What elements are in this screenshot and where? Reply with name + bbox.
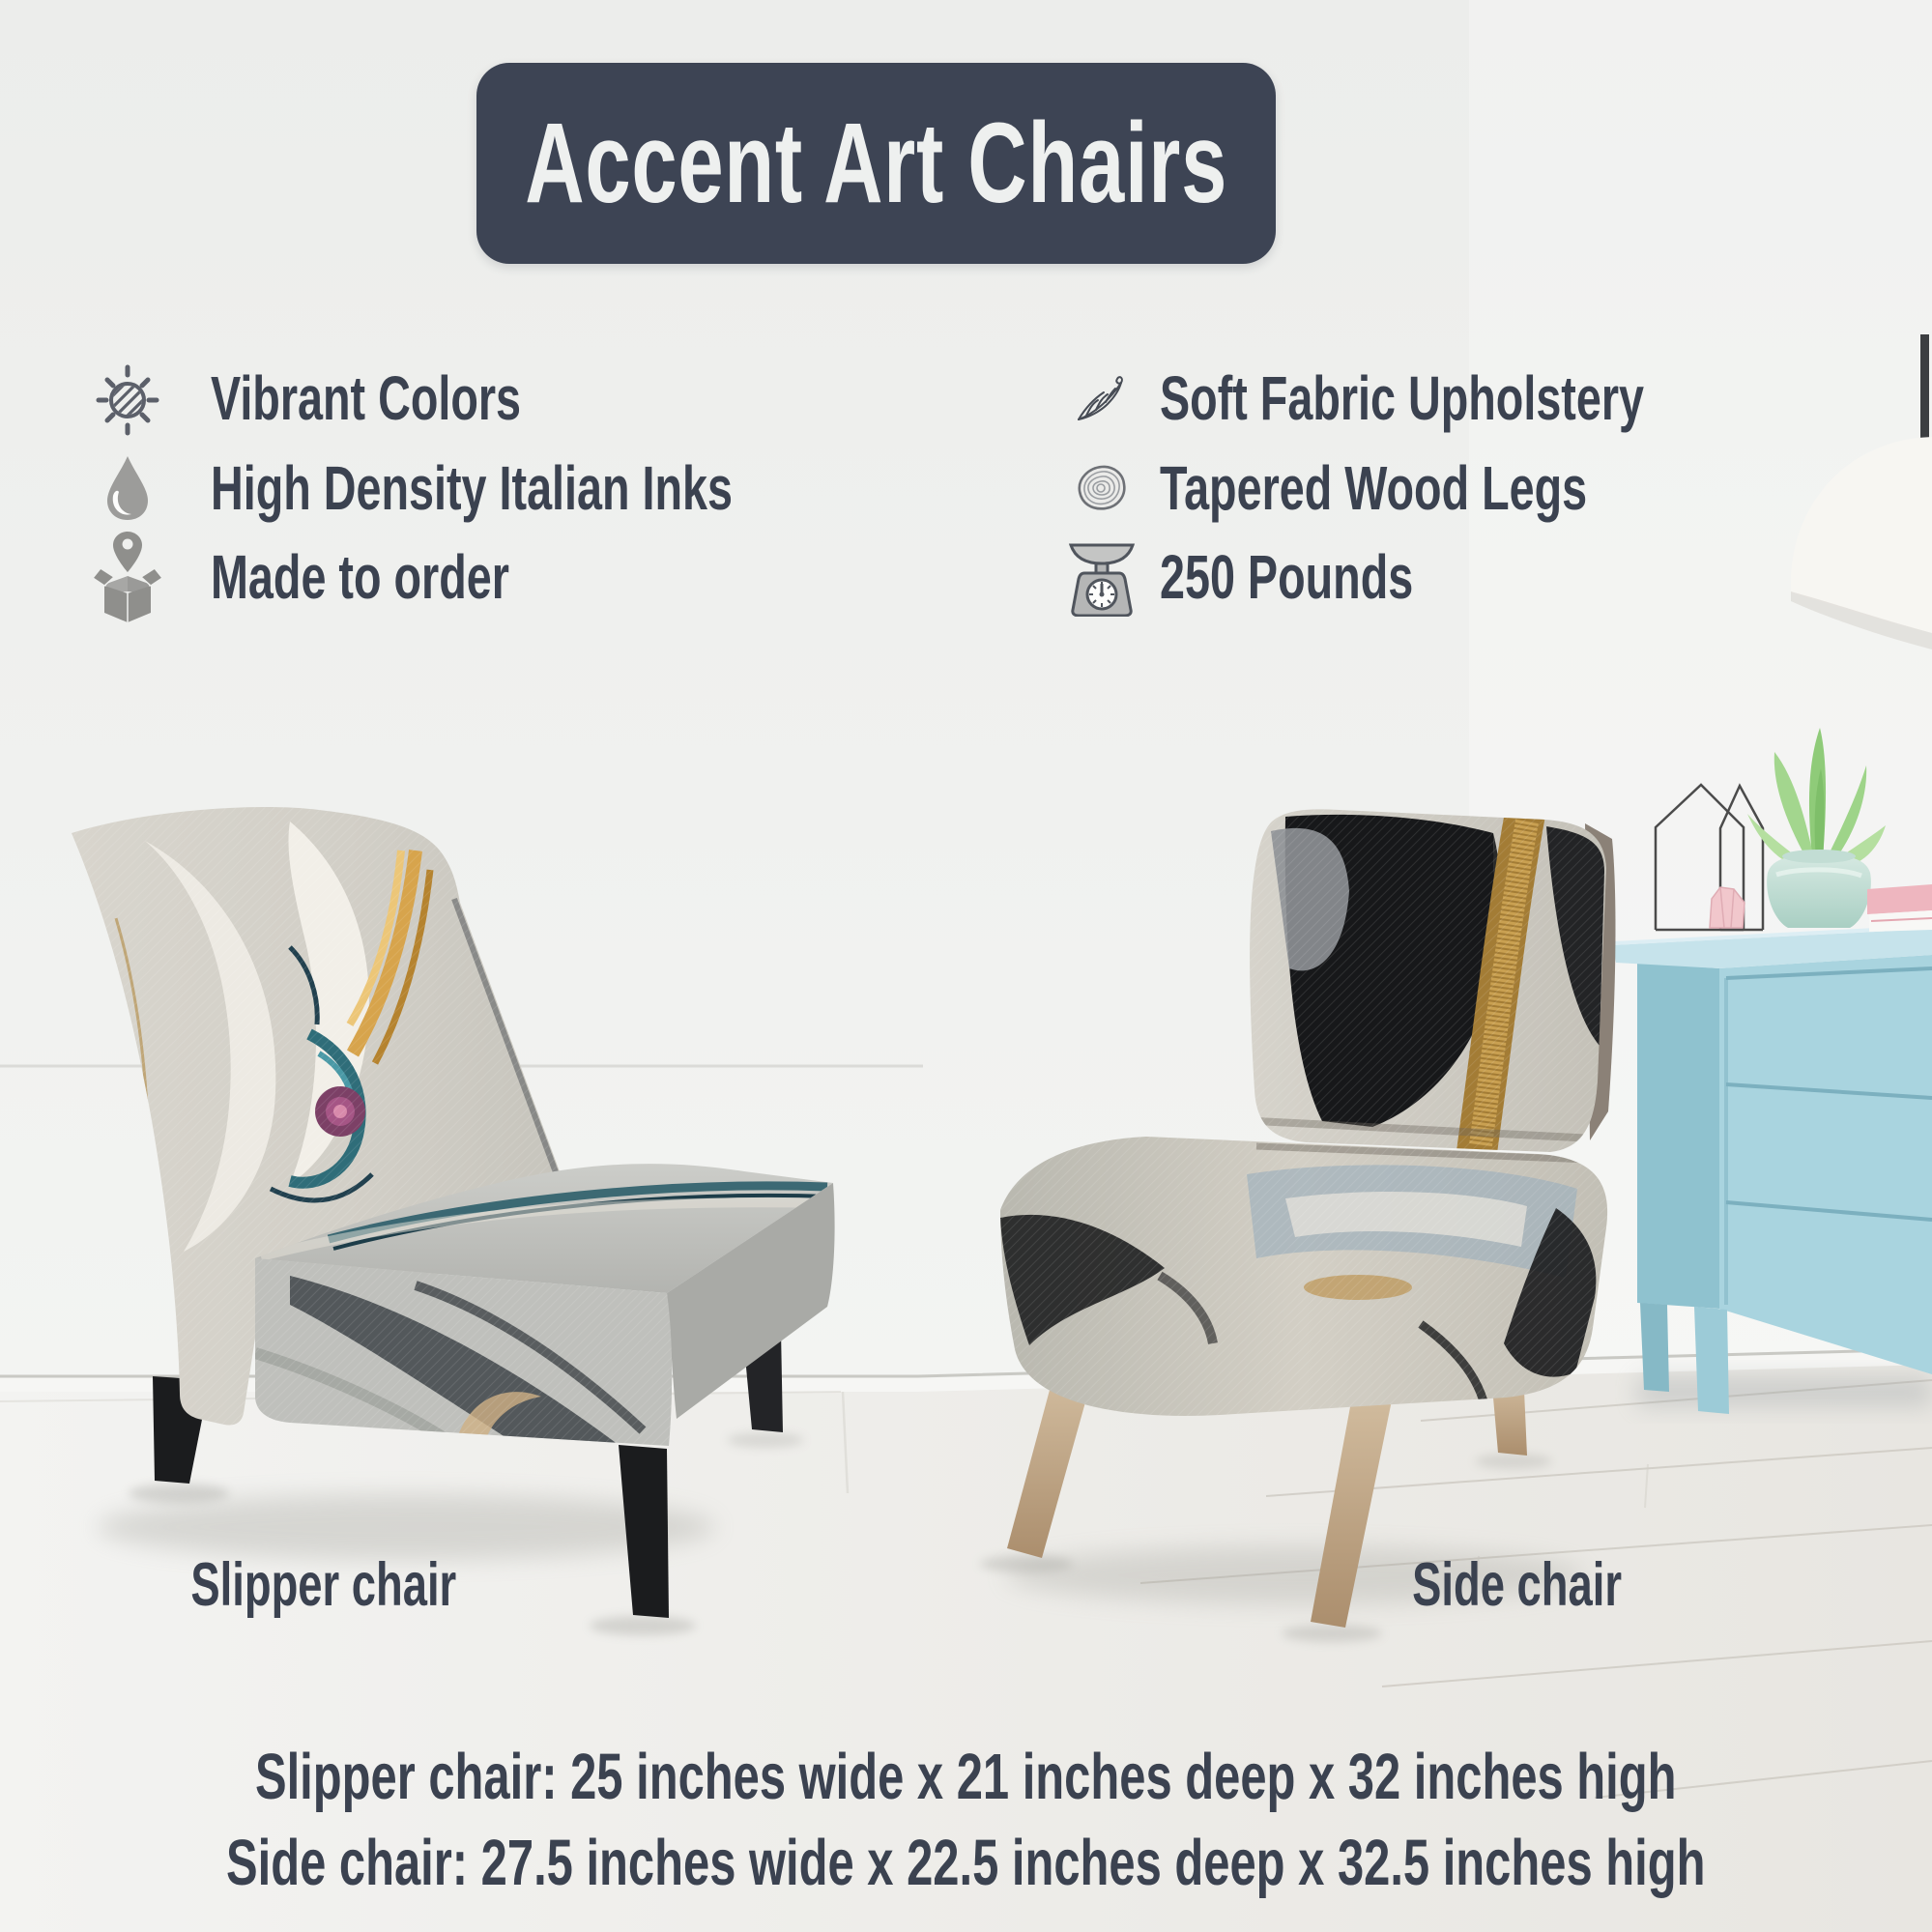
pin-open-box-icon — [90, 530, 165, 624]
abstract-art-seat — [1000, 1137, 1607, 1416]
ink-drop-icon — [90, 453, 165, 523]
wood-log-icon — [1064, 464, 1139, 512]
feature-weight-capacity — [1064, 531, 1507, 623]
feature-wood-legs — [1064, 442, 1745, 534]
feature-made-to-order — [90, 531, 620, 623]
plant-pot — [1767, 854, 1871, 928]
feature-soft-fabric — [1064, 352, 1823, 445]
page-title: Accent Art Chairs — [525, 100, 1227, 227]
dresser-leg — [1694, 1307, 1729, 1414]
feature-label: Made to order — [211, 542, 509, 612]
dimensions-line-1: Slipper chair: 25 inches wide x 21 inches deep x 32 inches high — [255, 1741, 1677, 1813]
brightness-yarn-icon — [90, 360, 165, 437]
feather-icon — [1064, 373, 1139, 423]
feature-vibrant-colors — [90, 352, 636, 445]
dimensions-line-2: Side chair: 27.5 inches wide x 22.5 inches deep x 32.5 inches high — [226, 1827, 1706, 1899]
side-chair-label: Side chair — [1412, 1551, 1623, 1619]
dresser-shadow — [1637, 1377, 1932, 1406]
feature-label: High Density Italian Inks — [211, 453, 733, 523]
slipper-chair-label: Slipper chair — [190, 1551, 457, 1619]
feature-label: Vibrant Colors — [211, 363, 522, 433]
dresser-leg — [1640, 1303, 1669, 1392]
feature-italian-inks — [90, 442, 926, 534]
title-banner — [476, 63, 1276, 264]
stacked-books — [1867, 884, 1932, 932]
abstract-art-back — [1250, 809, 1606, 1152]
feature-label: Soft Fabric Upholstery — [1160, 363, 1645, 433]
weight-scale-icon — [1064, 537, 1139, 617]
feature-label: 250 Pounds — [1160, 542, 1414, 612]
feature-label: Tapered Wood Legs — [1160, 453, 1588, 523]
